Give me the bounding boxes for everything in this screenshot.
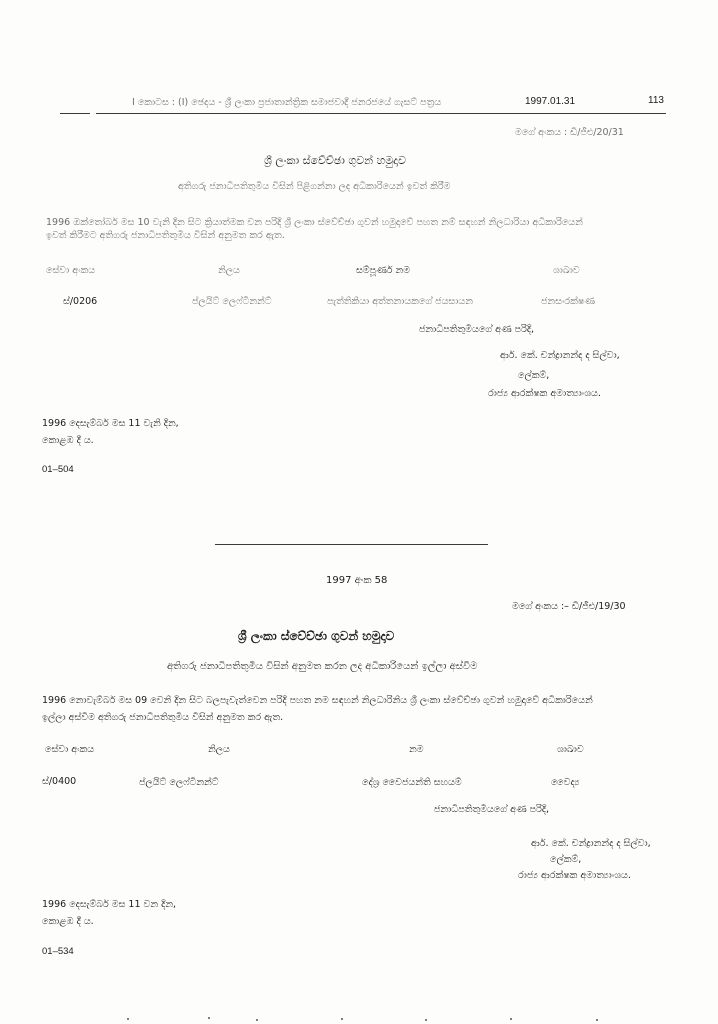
scan-speck — [425, 1019, 427, 1021]
gazette-part-header: I කොටස : (I) ඡෙදය - ශ්‍රී ලංකා ප්‍රජාතාන්ත්‍රික සමාජවාදී ජනරජයේ ගැසට් පත්‍රය — [132, 97, 442, 108]
column-header-service-number: සේවා අංකය — [46, 265, 96, 276]
cell-full-name: පැත්තිකියා අත්තනායකගේ ජයසායන — [327, 296, 473, 307]
ministry-name: රාජ්‍ය ආරක්ෂක අමාත්‍යාංශය. — [488, 388, 601, 399]
column-header-branch: ශාඛාව — [557, 744, 584, 755]
notice-number: 1997 අංක 58 — [326, 575, 388, 586]
issue-date: 1996 දෙසැම්බර් මස 11 වැනි දින, — [42, 418, 179, 429]
reference-number: මගේ අංකය : ඩී/ජීඑ/20/31 — [515, 127, 624, 138]
by-order-line: ජනාධිපතිතුමියගේ අණ පරිදි, — [419, 324, 535, 335]
scan-speck — [208, 1017, 210, 1019]
signer-title: ලේකම්, — [518, 370, 550, 381]
issue-date: 1996 දෙසැම්බර් මස 11 වන දින, — [42, 899, 177, 910]
column-header-service-number: සේවා අංකය — [45, 744, 95, 755]
ministry-name: රාජ්‍ය ආරක්ෂක අමාත්‍යාංශය. — [518, 870, 631, 881]
signer-title: ලේකම්, — [550, 854, 582, 865]
column-header-name: නම — [409, 744, 424, 755]
cell-service-number: ස්/0206 — [63, 296, 98, 307]
notice-title: ශ්‍රී ලංකා ස්වේච්ඡා ගුවන් හමුදාව — [238, 629, 395, 643]
header-rule-left — [60, 113, 90, 114]
issue-place: කොළඹ දී ය. — [42, 916, 94, 927]
header-rule — [96, 113, 666, 114]
cell-service-number: ස්/0400 — [42, 776, 77, 787]
cell-branch: වෛද්‍ය — [551, 777, 580, 788]
column-header-rank: නිලය — [218, 265, 240, 276]
cell-rank: ප්ලයිට් ලෙෆ්ටිනන්ට් — [139, 777, 219, 788]
signer-name: ආර්. කේ. චන්ද්‍රානන්ද ද සිල්වා, — [500, 350, 620, 361]
by-order-line: ජනාධිපතිතුමියගේ අණ පරිදි, — [434, 804, 550, 815]
column-header-rank: නිලය — [208, 744, 230, 755]
notice-body-line-1: 1996 නොවැම්බර් මස 09 වෙනි දින සිට බලපැවැත්වෙන පරිදි පහත නම සඳහන් නිලධාරිනිය ශ්‍රී ලංකා ස්වේච්ඡා ගුවන් හමුදාවේ අධිකාරියෙන් — [42, 695, 593, 706]
gazette-date: 1997.01.31 — [525, 96, 576, 107]
issue-place: කොළඹ දී ය. — [42, 435, 94, 446]
section-divider — [215, 544, 488, 545]
cell-rank: ප්ලයිට් ලෙෆ්ටිනන්ට් — [192, 296, 272, 307]
column-header-full-name: සම්පූර්ණ නම — [356, 265, 411, 276]
notice-code: 01–534 — [42, 946, 74, 957]
notice-title: ශ්‍රී ලංකා ස්වේච්ඡා ගුවන් හමුදාව — [264, 154, 406, 167]
cell-name: දේශ්‍ර වෛජයන්ති සහයම් — [362, 777, 462, 788]
scan-speck — [256, 1019, 258, 1021]
notice-body-line-2: ඉල්ලා අස්වීම අතිගරු ජනාධිපතිතුමිය විසින් අනුමත කර ඇත. — [42, 712, 284, 723]
scan-speck — [127, 1018, 129, 1020]
notice-body-line-1: 1996 ඔක්තෝබර් මස 10 වැනි දින සිට ක්‍රියාත්මක වන පරිදි ශ්‍රී ලංකා ස්වේච්ඡා ගුවන් හමුදාවේ පහත නම් සඳහන් නිලධාරියා අධිකාරියෙන් — [46, 217, 583, 228]
signer-name: ආර්. කේ. චන්ද්‍රානන්ද ද සිල්වා, — [531, 838, 651, 849]
notice-body-line-2: ඉවත් කිරීමට අතිගරු ජනාධිපතිතුමිය විසින් අනුමත කර ඇත. — [46, 230, 285, 241]
scan-speck — [510, 1018, 512, 1020]
cell-branch: ජනසංරක්ෂණ — [541, 296, 595, 307]
notice-subtitle: අතිගරු ජනාධිපතිතුමිය විසින් පිළිගන්නා ලද අධිකාරියෙන් ඉවත් කිරීම — [178, 181, 451, 192]
page-number: 113 — [648, 95, 664, 106]
scan-speck — [341, 1018, 343, 1020]
reference-number: මගේ අංකය :– ඩී/ජීඑ/19/30 — [512, 601, 626, 612]
column-header-branch: ශාඛාව — [553, 265, 580, 276]
scan-speck — [596, 1019, 598, 1021]
notice-code: 01–504 — [42, 464, 74, 475]
notice-subtitle: අතිගරු ජනාධිපතිතුමිය විසින් අනුමත කරන ලද අධිකාරියෙන් ඉල්ලා අස්වීම — [167, 661, 478, 672]
